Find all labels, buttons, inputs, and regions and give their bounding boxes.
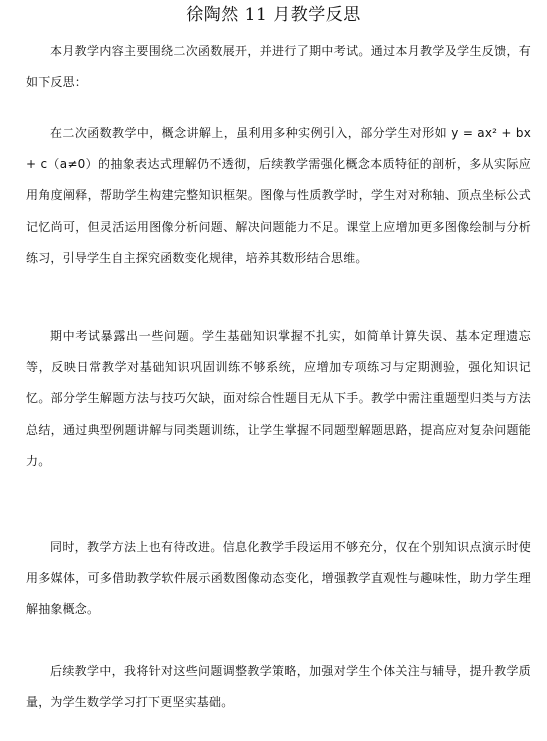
paragraph-quadratic-teaching: 在二次函数教学中，概念讲解上，虽利用多种实例引入，部分学生对形如 y = ax² + bx + c（a≠0）的抽象表达式理解仍不透彻，后续教学需强化概念本质特征的剖析，多从实际应用角度阐释，帮助学生构建完整知识框架。图像与性质教学时，学生对对称轴、顶点坐标公式记忆尚可，但灵活运用图像分析问题、解决问题能力不足。课堂上应增加更多图像绘制与分析练习，引导学生自主探究函数变化规律，培养其数形结合思维。 bbox=[26, 126, 531, 265]
paragraph-teaching-methods: 同时，教学方法上也有待改进。信息化教学手段运用不够充分，仅在个别知识点演示时使用多媒体，可多借助教学软件展示函数图像动态变化，增强教学直观性与趣味性，助力学生理解抽象概念。 bbox=[26, 540, 531, 617]
paragraph-follow-up: 后续教学中，我将针对这些问题调整教学策略，加强对学生个体关注与辅导，提升教学质量，为学生数学学习打下更坚实基础。 bbox=[26, 664, 531, 710]
document-title: 徐陶然 11 月教学反思 bbox=[186, 5, 361, 25]
paragraph-intro: 本月教学内容主要围绕二次函数展开，并进行了期中考试。通过本月教学及学生反馈，有如下反思： bbox=[26, 44, 531, 90]
paragraph-midterm-exam: 期中考试暴露出一些问题。学生基础知识掌握不扎实，如简单计算失误、基本定理遗忘等，反映日常教学对基础知识巩固训练不够系统，应增加专项练习与定期测验，强化知识记忆。部分学生解题方法与技巧欠缺，面对综合性题目无从下手。教学中需注重题型归类与方法总结，通过典型例题讲解与同类题训练，让学生掌握不同题型解题思路，提高应对复杂问题能力。 bbox=[26, 329, 531, 468]
